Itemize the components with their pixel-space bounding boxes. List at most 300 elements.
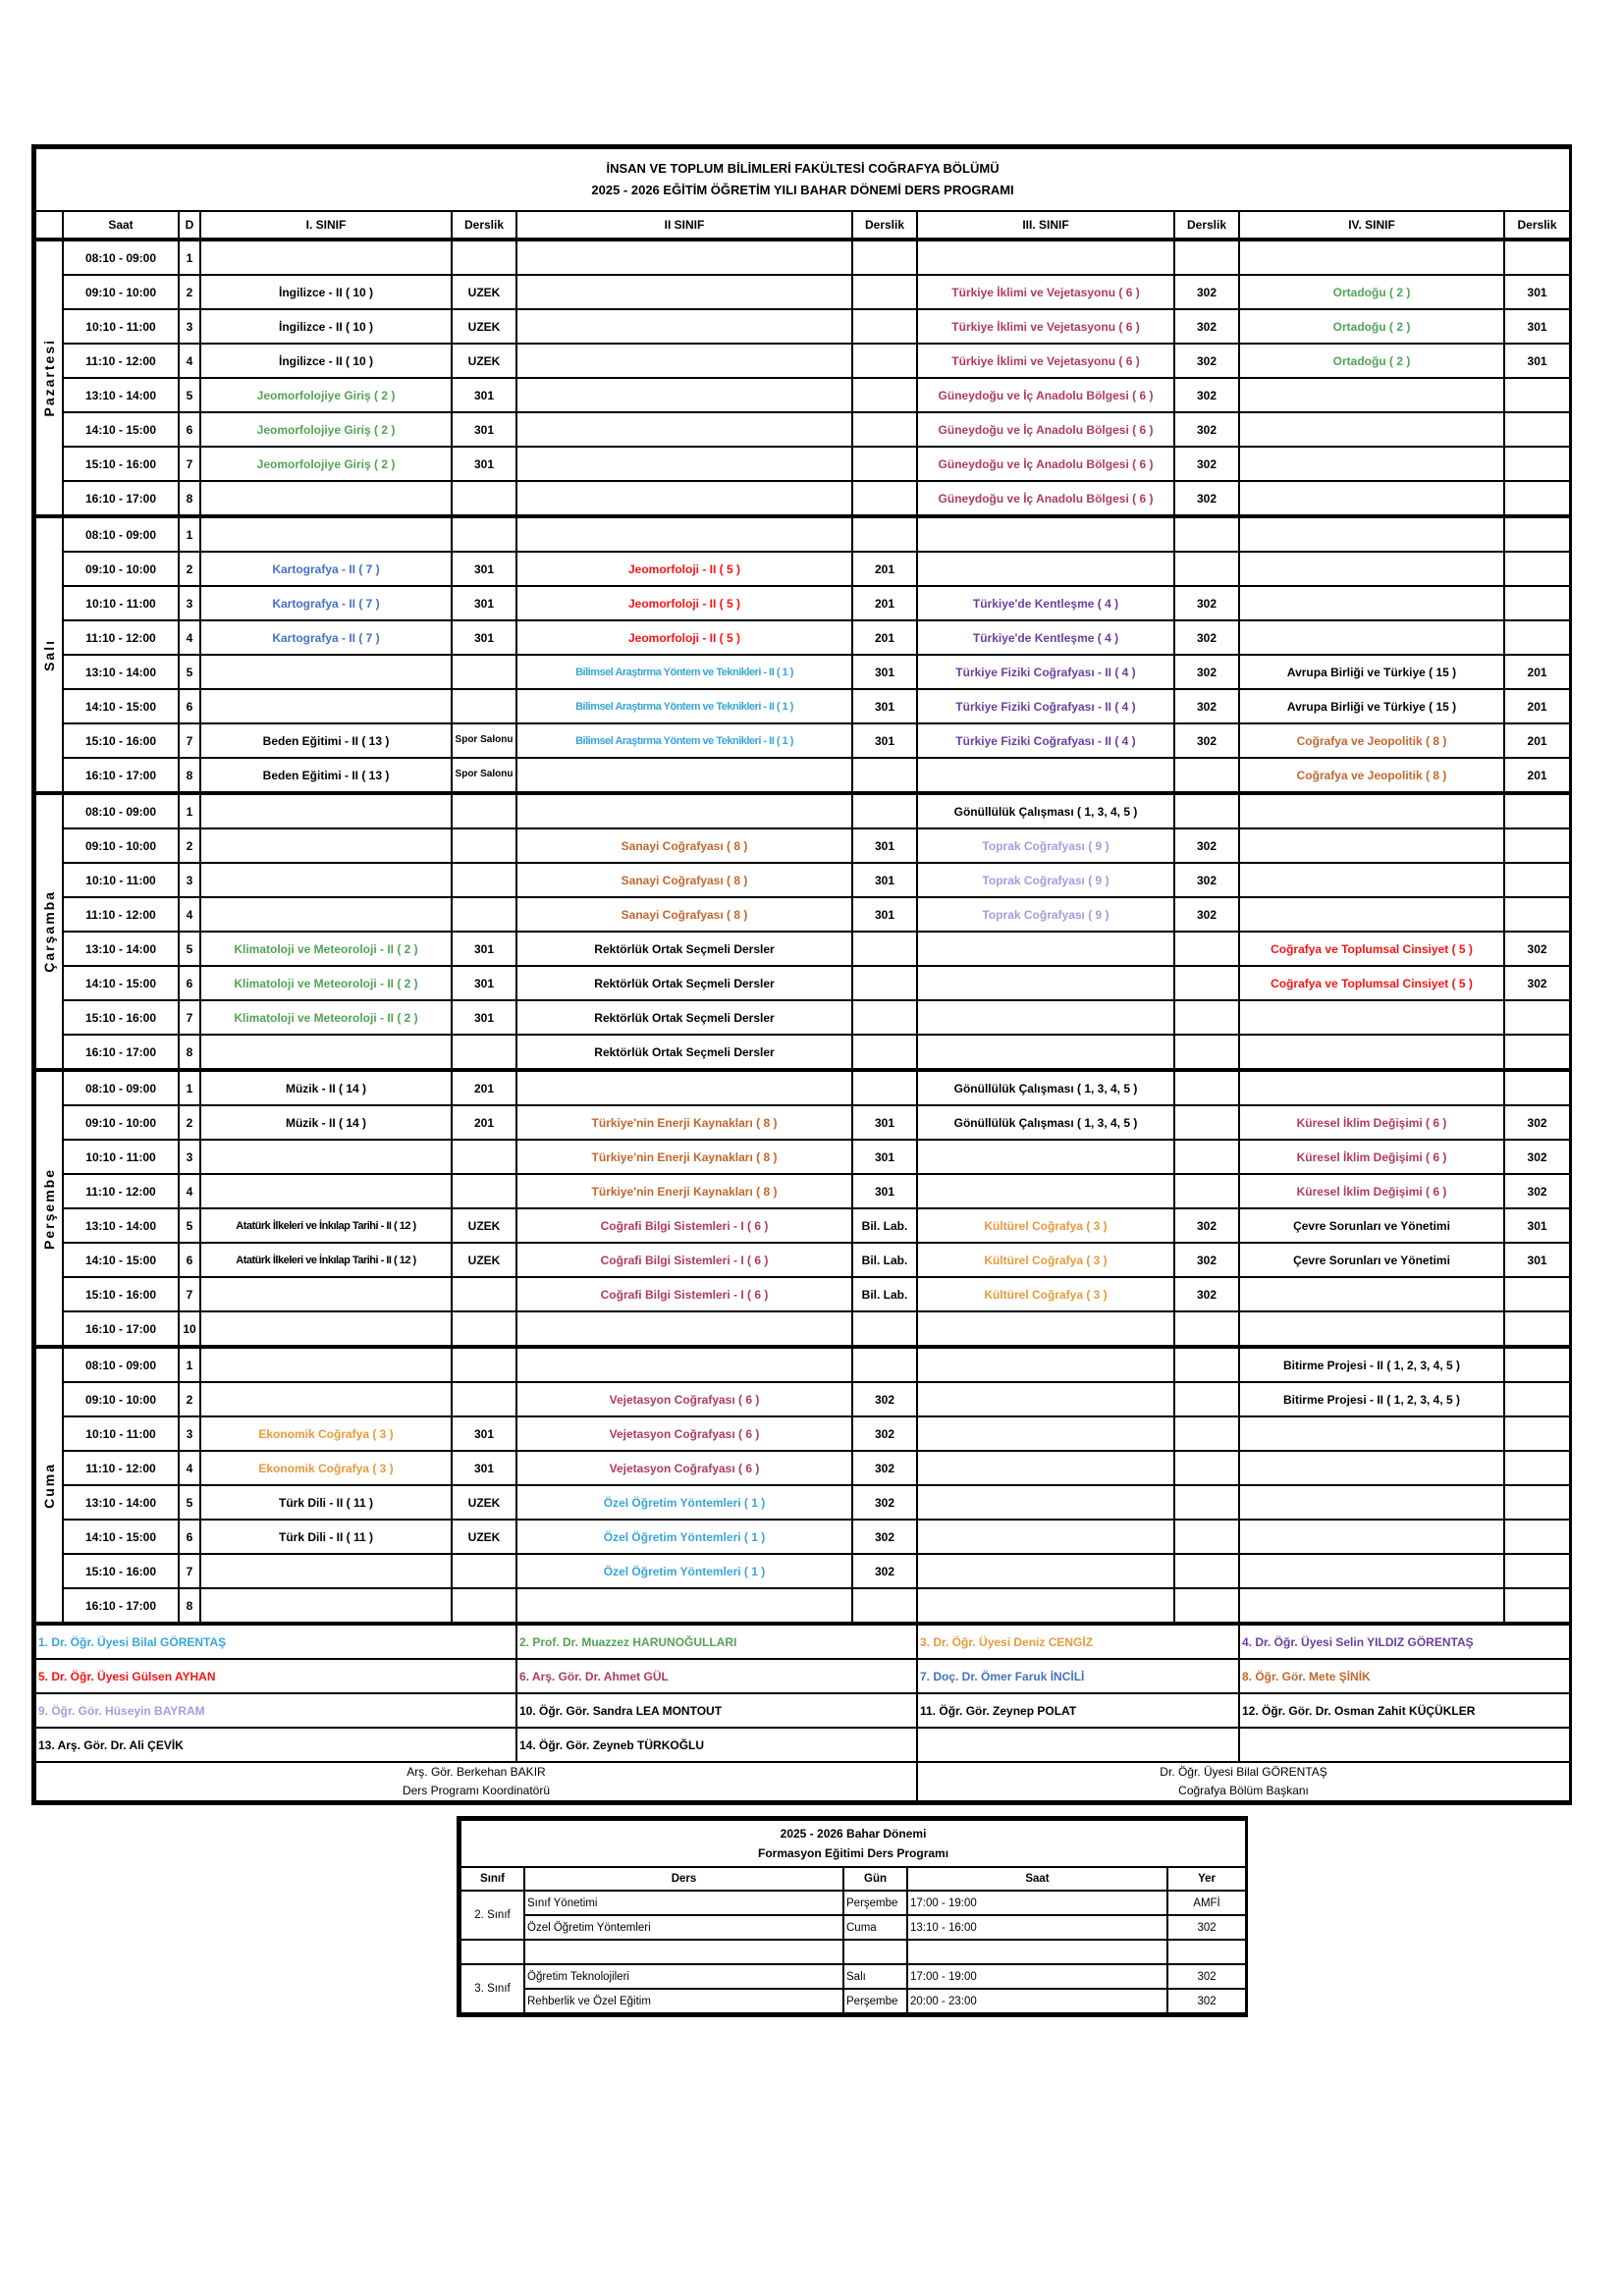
course-cell: Türkiye İklimi ve Vejetasyonu ( 6 ) xyxy=(917,309,1174,344)
course-cell xyxy=(1239,1554,1504,1588)
day-label: Çarşamba xyxy=(35,793,63,1070)
room-cell xyxy=(452,1035,516,1070)
period-number-cell: 2 xyxy=(179,828,200,863)
room-cell: Bil. Lab. xyxy=(852,1243,917,1277)
room-cell xyxy=(852,1311,917,1347)
formasyon-spacer-cell xyxy=(524,1940,843,1964)
course-cell xyxy=(516,1588,852,1624)
room-cell xyxy=(1504,378,1570,412)
room-cell: 302 xyxy=(1174,412,1239,447)
course-cell xyxy=(917,932,1174,966)
legend-row xyxy=(35,1728,1570,1762)
period-number-cell: 6 xyxy=(179,966,200,1000)
course-cell xyxy=(516,309,852,344)
period-number-cell: 1 xyxy=(179,516,200,552)
course-cell xyxy=(917,1588,1174,1624)
room-cell xyxy=(1174,1347,1239,1382)
course-cell xyxy=(917,1174,1174,1208)
course-cell: Türkiye'nin Enerji Kaynakları ( 8 ) xyxy=(516,1105,852,1140)
course-cell: Jeomorfolojiye Giriş ( 2 ) xyxy=(200,412,452,447)
legend-entry xyxy=(917,1728,1239,1762)
time-cell: 13:10 - 14:00 xyxy=(63,378,179,412)
schedule-row xyxy=(35,1382,1570,1416)
course-cell xyxy=(516,275,852,309)
time-cell: 09:10 - 10:00 xyxy=(63,552,179,586)
day-label: Perşembe xyxy=(35,1070,63,1347)
period-number-cell: 1 xyxy=(179,1347,200,1382)
room-cell xyxy=(452,1277,516,1311)
course-cell: Çevre Sorunları ve Yönetimi xyxy=(1239,1243,1504,1277)
course-cell: Özel Öğretim Yöntemleri ( 1 ) xyxy=(516,1485,852,1520)
schedule-row xyxy=(35,1347,1570,1382)
period-number-cell: 1 xyxy=(179,240,200,275)
col-header-saat: Saat xyxy=(63,211,179,240)
room-cell: 302 xyxy=(1174,309,1239,344)
schedule-title xyxy=(35,148,1570,211)
room-cell xyxy=(452,516,516,552)
room-cell: Bil. Lab. xyxy=(852,1208,917,1243)
formasyon-gun-cell: Perşembe xyxy=(843,1989,907,2013)
room-cell xyxy=(1504,1451,1570,1485)
course-cell: Türkiye İklimi ve Vejetasyonu ( 6 ) xyxy=(917,344,1174,378)
period-number-cell: 6 xyxy=(179,689,200,723)
schedule-row xyxy=(35,897,1570,932)
room-cell xyxy=(452,793,516,828)
schedule-row xyxy=(35,1208,1570,1243)
course-cell: Avrupa Birliği ve Türkiye ( 15 ) xyxy=(1239,655,1504,689)
course-cell: Bilimsel Araştırma Yöntem ve Teknikleri - II ( 1 ) xyxy=(516,655,852,689)
course-cell xyxy=(917,1000,1174,1035)
room-cell: UZEK xyxy=(452,1208,516,1243)
course-cell: İngilizce - II ( 10 ) xyxy=(200,344,452,378)
room-cell: 301 xyxy=(452,966,516,1000)
room-cell xyxy=(1504,1485,1570,1520)
room-cell: 301 xyxy=(852,1174,917,1208)
course-cell: Özel Öğretim Yöntemleri ( 1 ) xyxy=(516,1554,852,1588)
course-cell: Güneydoğu ve İç Anadolu Bölgesi ( 6 ) xyxy=(917,378,1174,412)
course-cell: Güneydoğu ve İç Anadolu Bölgesi ( 6 ) xyxy=(917,447,1174,481)
room-cell: 201 xyxy=(1504,689,1570,723)
room-cell xyxy=(852,758,917,793)
room-cell: 302 xyxy=(1174,344,1239,378)
course-cell: Türkiye'nin Enerji Kaynakları ( 8 ) xyxy=(516,1174,852,1208)
legend-entry: 1. Dr. Öğr. Üyesi Bilal GÖRENTAŞ xyxy=(35,1624,516,1659)
room-cell: 302 xyxy=(1174,828,1239,863)
period-number-cell: 5 xyxy=(179,378,200,412)
room-cell xyxy=(1504,552,1570,586)
coordinator-name: Arş. Gör. Berkehan BAKIR xyxy=(406,1765,546,1779)
course-cell xyxy=(1239,1451,1504,1485)
formasyon-sinif-cell: 3. Sınıf xyxy=(460,1964,524,2013)
course-cell xyxy=(1239,1520,1504,1554)
period-number-cell: 6 xyxy=(179,1520,200,1554)
course-cell: Coğrafya ve Toplumsal Cinsiyet ( 5 ) xyxy=(1239,932,1504,966)
formasyon-row xyxy=(460,1964,1246,1989)
col-header-sinif1: I. SINIF xyxy=(200,211,452,240)
room-cell: 301 xyxy=(852,897,917,932)
course-cell xyxy=(917,758,1174,793)
room-cell: 301 xyxy=(452,1416,516,1451)
course-cell xyxy=(1239,863,1504,897)
course-cell xyxy=(200,655,452,689)
period-number-cell: 6 xyxy=(179,1243,200,1277)
period-number-cell: 4 xyxy=(179,344,200,378)
room-cell: UZEK xyxy=(452,1485,516,1520)
course-cell xyxy=(1239,1070,1504,1105)
course-cell xyxy=(917,1451,1174,1485)
room-cell xyxy=(1174,1520,1239,1554)
period-number-cell: 1 xyxy=(179,793,200,828)
course-cell: Özel Öğretim Yöntemleri ( 1 ) xyxy=(516,1520,852,1554)
room-cell xyxy=(1174,552,1239,586)
room-cell: 301 xyxy=(1504,344,1570,378)
course-cell xyxy=(1239,481,1504,516)
room-cell: 302 xyxy=(852,1382,917,1416)
period-number-cell: 7 xyxy=(179,1554,200,1588)
room-cell: 201 xyxy=(1504,655,1570,689)
time-cell: 10:10 - 11:00 xyxy=(63,1140,179,1174)
course-cell xyxy=(917,1140,1174,1174)
legend-entry xyxy=(1239,1728,1570,1762)
room-cell xyxy=(1504,1554,1570,1588)
time-cell: 11:10 - 12:00 xyxy=(63,620,179,655)
course-cell: Türkiye Fiziki Coğrafyası - II ( 4 ) xyxy=(917,655,1174,689)
room-cell xyxy=(452,1382,516,1416)
room-cell: 301 xyxy=(452,1451,516,1485)
room-cell xyxy=(1174,966,1239,1000)
course-cell xyxy=(516,793,852,828)
room-cell: 302 xyxy=(1504,932,1570,966)
period-number-cell: 5 xyxy=(179,1485,200,1520)
schedule-row xyxy=(35,828,1570,863)
course-cell: Türk Dili - II ( 11 ) xyxy=(200,1485,452,1520)
course-cell xyxy=(200,1347,452,1382)
course-cell: Türkiye Fiziki Coğrafyası - II ( 4 ) xyxy=(917,723,1174,758)
room-cell xyxy=(452,1311,516,1347)
room-cell xyxy=(1174,1140,1239,1174)
column-header-row xyxy=(35,211,1570,240)
course-cell: Bilimsel Araştırma Yöntem ve Teknikleri - II ( 1 ) xyxy=(516,723,852,758)
time-cell: 08:10 - 09:00 xyxy=(63,1347,179,1382)
schedule-row xyxy=(35,863,1570,897)
course-cell xyxy=(200,1588,452,1624)
course-cell: Vejetasyon Coğrafyası ( 6 ) xyxy=(516,1451,852,1485)
col-header-derslik2: Derslik xyxy=(852,211,917,240)
room-cell: 302 xyxy=(852,1520,917,1554)
legend-entry: 6. Arş. Gör. Dr. Ahmet GÜL xyxy=(516,1659,917,1693)
period-number-cell: 7 xyxy=(179,723,200,758)
room-cell xyxy=(1174,1451,1239,1485)
formasyon-ders-cell: Öğretim Teknolojileri xyxy=(524,1964,843,1989)
title-row xyxy=(35,148,1570,211)
time-cell: 11:10 - 12:00 xyxy=(63,1174,179,1208)
course-cell: Beden Eğitimi - II ( 13 ) xyxy=(200,723,452,758)
legend-entry: 3. Dr. Öğr. Üyesi Deniz CENGİZ xyxy=(917,1624,1239,1659)
room-cell xyxy=(1504,1035,1570,1070)
time-cell: 09:10 - 10:00 xyxy=(63,275,179,309)
room-cell xyxy=(1504,828,1570,863)
schedule-row xyxy=(35,689,1570,723)
schedule-row xyxy=(35,1485,1570,1520)
room-cell xyxy=(852,240,917,275)
formasyon-spacer-cell xyxy=(843,1940,907,1964)
room-cell: 301 xyxy=(852,828,917,863)
legend-entry: 14. Öğr. Gör. Zeyneb TÜRKOĞLU xyxy=(516,1728,917,1762)
time-cell: 10:10 - 11:00 xyxy=(63,309,179,344)
course-cell xyxy=(200,793,452,828)
course-cell xyxy=(917,240,1174,275)
time-cell: 15:10 - 16:00 xyxy=(63,723,179,758)
course-cell xyxy=(516,758,852,793)
corner-cell xyxy=(35,211,63,240)
room-cell: 301 xyxy=(452,552,516,586)
room-cell: 201 xyxy=(852,620,917,655)
formasyon-yer-cell: 302 xyxy=(1167,1964,1246,1989)
room-cell xyxy=(1174,1311,1239,1347)
course-cell xyxy=(200,1554,452,1588)
period-number-cell: 5 xyxy=(179,932,200,966)
room-cell: 301 xyxy=(852,723,917,758)
time-cell: 13:10 - 14:00 xyxy=(63,1208,179,1243)
course-cell: Atatürk İlkeleri ve İnkılap Tarihi - II ( 12 ) xyxy=(200,1208,452,1243)
formasyon-title-line1: 2025 - 2026 Bahar Dönemi xyxy=(780,1826,927,1841)
room-cell xyxy=(1174,1485,1239,1520)
course-cell xyxy=(1239,412,1504,447)
course-cell: Sanayi Coğrafyası ( 8 ) xyxy=(516,897,852,932)
course-cell xyxy=(516,240,852,275)
course-cell xyxy=(516,378,852,412)
period-number-cell: 8 xyxy=(179,758,200,793)
schedule-title-line2: 2025 - 2026 EĞİTİM ÖĞRETİM YILI BAHAR DÖNEMİ DERS PROGRAMI xyxy=(591,183,1014,197)
time-cell: 11:10 - 12:00 xyxy=(63,897,179,932)
room-cell xyxy=(452,1588,516,1624)
course-cell xyxy=(200,516,452,552)
period-number-cell: 7 xyxy=(179,447,200,481)
room-cell: 201 xyxy=(1504,758,1570,793)
room-cell: 302 xyxy=(1504,1174,1570,1208)
course-cell: Sanayi Coğrafyası ( 8 ) xyxy=(516,828,852,863)
formasyon-yer-cell: AMFİ xyxy=(1167,1891,1246,1915)
room-cell xyxy=(1504,447,1570,481)
course-cell xyxy=(200,1174,452,1208)
room-cell xyxy=(1174,1174,1239,1208)
course-cell: Jeomorfolojiye Giriş ( 2 ) xyxy=(200,447,452,481)
schedule-row xyxy=(35,275,1570,309)
room-cell xyxy=(1504,586,1570,620)
room-cell: 302 xyxy=(1504,1140,1570,1174)
room-cell xyxy=(1504,1520,1570,1554)
room-cell: 201 xyxy=(452,1070,516,1105)
formasyon-header-row xyxy=(460,1867,1246,1891)
formasyon-saat-cell: 17:00 - 19:00 xyxy=(907,1891,1167,1915)
course-cell: Çevre Sorunları ve Yönetimi xyxy=(1239,1208,1504,1243)
room-cell xyxy=(1504,1277,1570,1311)
room-cell xyxy=(852,344,917,378)
room-cell xyxy=(852,481,917,516)
room-cell xyxy=(1504,240,1570,275)
legend-row xyxy=(35,1624,1570,1659)
period-number-cell: 5 xyxy=(179,655,200,689)
room-cell: 302 xyxy=(852,1554,917,1588)
room-cell xyxy=(1174,1000,1239,1035)
room-cell: 302 xyxy=(1174,723,1239,758)
room-cell: 302 xyxy=(1174,655,1239,689)
course-cell xyxy=(200,1140,452,1174)
room-cell xyxy=(852,793,917,828)
room-cell: 301 xyxy=(852,1140,917,1174)
course-cell: Bitirme Projesi - II ( 1, 2, 3, 4, 5 ) xyxy=(1239,1347,1504,1382)
formasyon-col-saat: Saat xyxy=(907,1867,1167,1891)
time-cell: 16:10 - 17:00 xyxy=(63,481,179,516)
schedule-row xyxy=(35,412,1570,447)
department-head-title: Coğrafya Bölüm Başkanı xyxy=(1178,1784,1309,1798)
room-cell xyxy=(1174,1070,1239,1105)
period-number-cell: 2 xyxy=(179,275,200,309)
period-number-cell: 4 xyxy=(179,1451,200,1485)
formasyon-spacer-cell xyxy=(1167,1940,1246,1964)
time-cell: 15:10 - 16:00 xyxy=(63,1277,179,1311)
course-cell xyxy=(917,1347,1174,1382)
time-cell: 08:10 - 09:00 xyxy=(63,793,179,828)
room-cell xyxy=(452,1554,516,1588)
day-label: Pazartesi xyxy=(35,240,63,516)
course-cell xyxy=(1239,1416,1504,1451)
room-cell xyxy=(1504,1311,1570,1347)
day-label: Salı xyxy=(35,516,63,793)
room-cell xyxy=(1174,758,1239,793)
room-cell xyxy=(1504,481,1570,516)
time-cell: 16:10 - 17:00 xyxy=(63,1311,179,1347)
course-cell: Coğrafi Bilgi Sistemleri - I ( 6 ) xyxy=(516,1277,852,1311)
period-number-cell: 7 xyxy=(179,1277,200,1311)
room-cell: 302 xyxy=(1174,481,1239,516)
coordinator-title: Ders Programı Koordinatörü xyxy=(402,1784,551,1798)
course-cell: Ortadoğu ( 2 ) xyxy=(1239,344,1504,378)
room-cell xyxy=(452,481,516,516)
course-cell: Klimatoloji ve Meteoroloji - II ( 2 ) xyxy=(200,932,452,966)
legend-entry: 7. Doç. Dr. Ömer Faruk İNCİLİ xyxy=(917,1659,1239,1693)
time-cell: 11:10 - 12:00 xyxy=(63,1451,179,1485)
course-cell xyxy=(200,240,452,275)
room-cell xyxy=(852,932,917,966)
room-cell: Spor Salonu xyxy=(452,723,516,758)
course-cell: Gönüllülük Çalışması ( 1, 3, 4, 5 ) xyxy=(917,1070,1174,1105)
course-cell: İngilizce - II ( 10 ) xyxy=(200,309,452,344)
formasyon-sinif-cell: 2. Sınıf xyxy=(460,1891,524,1940)
room-cell xyxy=(1504,1588,1570,1624)
room-cell xyxy=(1174,932,1239,966)
formasyon-saat-cell: 20:00 - 23:00 xyxy=(907,1989,1167,2013)
course-cell xyxy=(1239,1311,1504,1347)
formasyon-yer-cell: 302 xyxy=(1167,1989,1246,2013)
course-cell: Jeomorfolojiye Giriş ( 2 ) xyxy=(200,378,452,412)
day-label: Cuma xyxy=(35,1347,63,1624)
schedule-row xyxy=(35,1520,1570,1554)
time-cell: 14:10 - 15:00 xyxy=(63,966,179,1000)
schedule-row xyxy=(35,1554,1570,1588)
course-cell xyxy=(200,863,452,897)
time-cell: 10:10 - 11:00 xyxy=(63,1416,179,1451)
room-cell xyxy=(1504,516,1570,552)
schedule-row xyxy=(35,552,1570,586)
course-cell: Atatürk İlkeleri ve İnkılap Tarihi - II ( 12 ) xyxy=(200,1243,452,1277)
course-cell: Jeomorfoloji - II ( 5 ) xyxy=(516,552,852,586)
room-cell xyxy=(1504,620,1570,655)
formasyon-gun-cell: Perşembe xyxy=(843,1891,907,1915)
room-cell xyxy=(1174,1588,1239,1624)
course-cell xyxy=(1239,897,1504,932)
period-number-cell: 3 xyxy=(179,863,200,897)
course-cell xyxy=(200,1277,452,1311)
course-cell: Müzik - II ( 14 ) xyxy=(200,1070,452,1105)
room-cell: 301 xyxy=(452,447,516,481)
period-number-cell: 2 xyxy=(179,1105,200,1140)
course-cell: Ekonomik Coğrafya ( 3 ) xyxy=(200,1451,452,1485)
period-number-cell: 5 xyxy=(179,1208,200,1243)
course-cell xyxy=(1239,793,1504,828)
schedule-row xyxy=(35,586,1570,620)
course-cell: Avrupa Birliği ve Türkiye ( 15 ) xyxy=(1239,689,1504,723)
schedule-row xyxy=(35,1451,1570,1485)
schedule-row xyxy=(35,1243,1570,1277)
formasyon-row xyxy=(460,1989,1246,2013)
room-cell: Bil. Lab. xyxy=(852,1277,917,1311)
period-number-cell: 3 xyxy=(179,309,200,344)
time-cell: 15:10 - 16:00 xyxy=(63,1554,179,1588)
legend-entry: 2. Prof. Dr. Muazzez HARUNOĞULLARI xyxy=(516,1624,917,1659)
room-cell: UZEK xyxy=(452,344,516,378)
room-cell: 302 xyxy=(1174,689,1239,723)
course-cell xyxy=(917,552,1174,586)
room-cell xyxy=(1174,1416,1239,1451)
formasyon-gun-cell: Cuma xyxy=(843,1915,907,1940)
room-cell: 201 xyxy=(1504,723,1570,758)
room-cell: 301 xyxy=(1504,1243,1570,1277)
course-cell xyxy=(917,1554,1174,1588)
room-cell: 302 xyxy=(1174,378,1239,412)
course-cell: Bitirme Projesi - II ( 1, 2, 3, 4, 5 ) xyxy=(1239,1382,1504,1416)
room-cell xyxy=(1504,863,1570,897)
course-cell: Kültürel Coğrafya ( 3 ) xyxy=(917,1208,1174,1243)
room-cell xyxy=(852,447,917,481)
course-cell xyxy=(1239,828,1504,863)
schedule-row xyxy=(35,378,1570,412)
course-cell xyxy=(516,1347,852,1382)
course-cell xyxy=(200,1311,452,1347)
schedule-row xyxy=(35,240,1570,275)
formasyon-col-ders: Ders xyxy=(524,1867,843,1891)
course-cell: Vejetasyon Coğrafyası ( 6 ) xyxy=(516,1416,852,1451)
formasyon-title-line2: Formasyon Eğitimi Ders Programı xyxy=(758,1846,949,1860)
formasyon-col-yer: Yer xyxy=(1167,1867,1246,1891)
formasyon-spacer-row xyxy=(460,1940,1246,1964)
course-cell xyxy=(516,447,852,481)
room-cell: 302 xyxy=(1504,1105,1570,1140)
room-cell: 302 xyxy=(1174,275,1239,309)
course-cell xyxy=(1239,516,1504,552)
course-cell: Kültürel Coğrafya ( 3 ) xyxy=(917,1277,1174,1311)
room-cell xyxy=(452,1174,516,1208)
course-cell: Coğrafya ve Toplumsal Cinsiyet ( 5 ) xyxy=(1239,966,1504,1000)
course-cell: Güneydoğu ve İç Anadolu Bölgesi ( 6 ) xyxy=(917,412,1174,447)
room-cell: UZEK xyxy=(452,309,516,344)
room-cell xyxy=(1504,793,1570,828)
time-cell: 09:10 - 10:00 xyxy=(63,828,179,863)
formasyon-ders-cell: Özel Öğretim Yöntemleri xyxy=(524,1915,843,1940)
course-cell xyxy=(1239,586,1504,620)
course-cell: Kartografya - II ( 7 ) xyxy=(200,586,452,620)
course-cell: Rektörlük Ortak Seçmeli Dersler xyxy=(516,1035,852,1070)
